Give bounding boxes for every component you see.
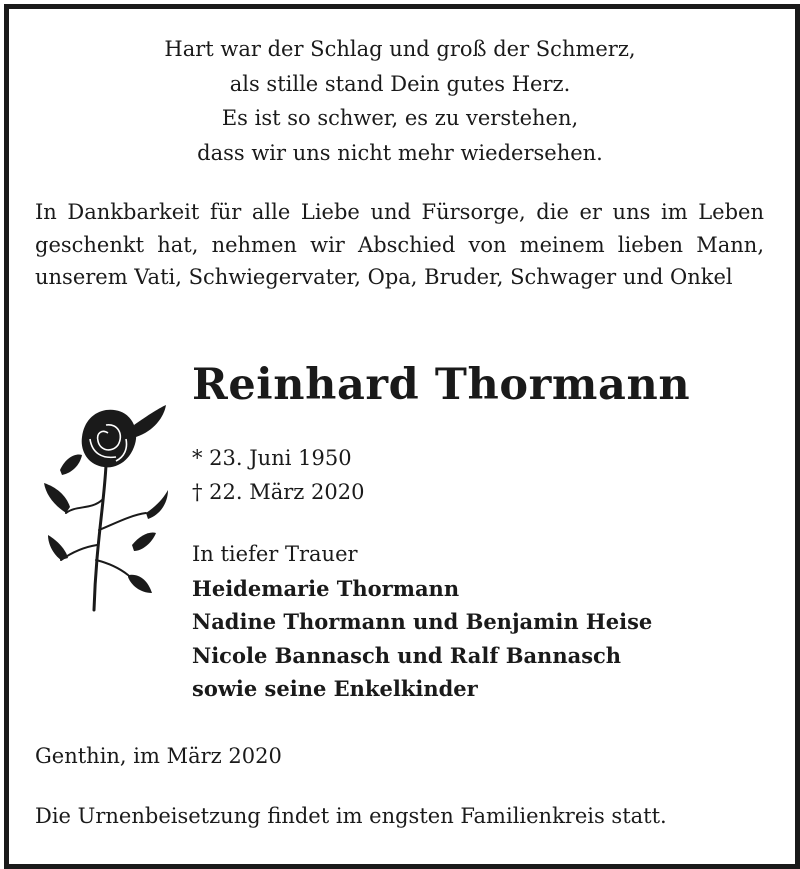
- poem-line: Hart war der Schlag und groß der Schmerz,: [164, 37, 636, 61]
- poem-line: Es ist so schwer, es zu verstehen,: [221, 106, 579, 130]
- place-date: Genthin, im März 2020: [35, 744, 282, 768]
- mourner-name: Nicole Bannasch und Ralf Bannasch: [192, 642, 622, 668]
- intro-text: In Dankbarkeit für alle Liebe und Fürsorge, die er uns im Leben geschenkt hat, nehmen wir Abschied von meinem lieben Mann, unserem Vati, Schwiegervater, Opa, Bruder, Schwager und Onkel: [35, 200, 764, 289]
- mourner-name: Heidemarie Thormann: [192, 575, 460, 601]
- death-date: † 22. März 2020: [192, 480, 365, 504]
- poem: [0, 32, 800, 170]
- mourner-name: sowie seine Enkelkinder: [192, 676, 478, 701]
- poem-line: als stille stand Dein gutes Herz.: [229, 71, 571, 96]
- poem-line: dass wir uns nicht mehr wiedersehen.: [197, 140, 603, 165]
- deceased-name: Reinhard Thormann: [192, 360, 691, 410]
- life-dates: [192, 441, 365, 509]
- closing-note: Die Urnenbeisetzung findet im engsten Familienkreis statt.: [35, 804, 667, 828]
- birth-date: * 23. Juni 1950: [192, 446, 352, 470]
- mourner-name: Nadine Thormann und Benjamin Heise: [192, 609, 653, 634]
- mourners: [192, 538, 652, 706]
- mourning-heading: In tiefer Trauer: [192, 542, 358, 566]
- rose-icon: [36, 395, 176, 620]
